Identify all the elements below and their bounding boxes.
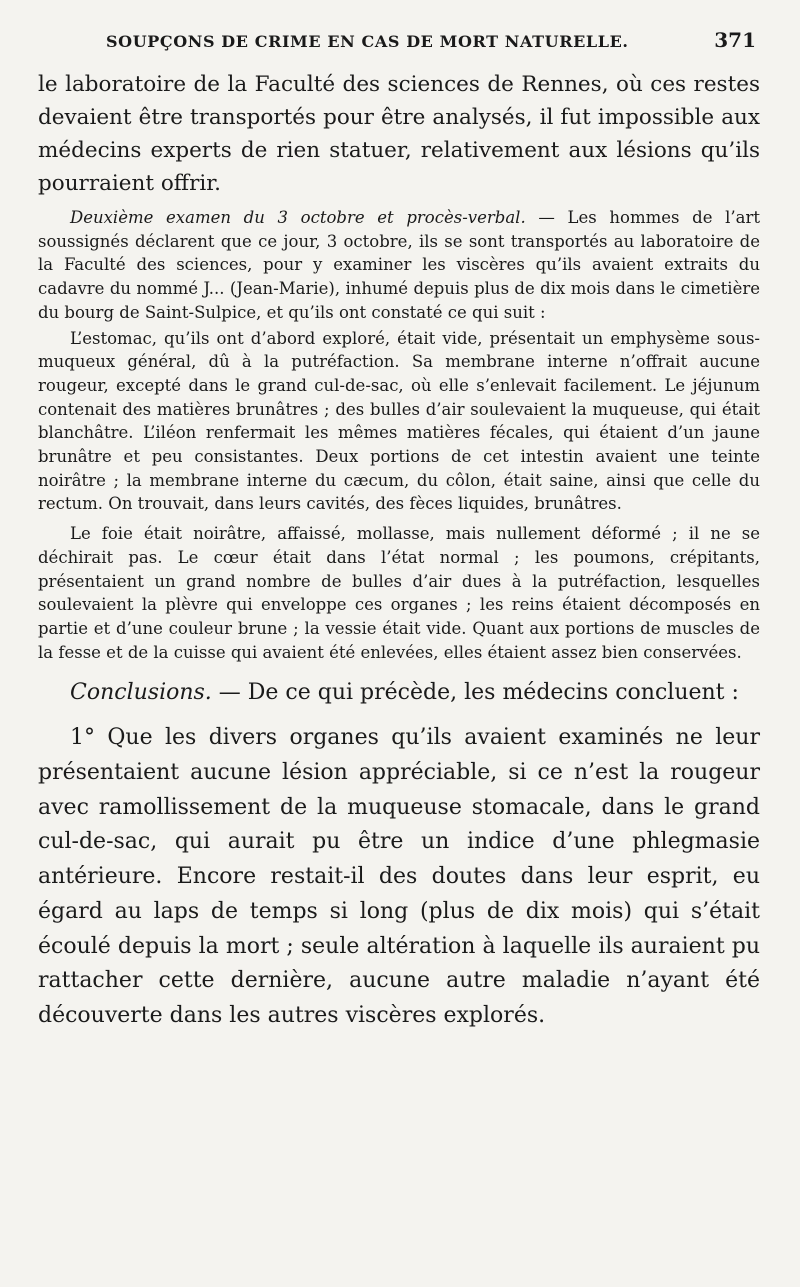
conclusions-paragraph [38,676,760,710]
exam-paragraph [38,206,760,325]
running-head [38,28,760,68]
exam-text: — Les hommes de l’art soussignés déclarent que ce jour, 3 octobre, ils se sont transportés au laboratoire de la Faculté des sciences, pour y examiner les viscères qu’ils avaient extraits du cadavre du nommé J... (Jean-Marie), inhumé depuis plus de dix mois dans le cimetière du bourg de Saint-Sulpice, et qu’ils ont constaté ce qui suit : [38,208,760,322]
running-title: SOUPÇONS DE CRIME EN CAS DE MORT NATURELLE. [106,32,629,51]
intro-paragraph: le laboratoire de la Faculté des sciences de Rennes, où ces restes devaient être transportés pour être analysés, il fut impossible aux médecins experts de rien statuer, relativement aux lésions qu’ils pourraient offrir. [38,72,760,196]
book-page [38,28,760,1268]
stomach-paragraph: L’estomac, qu’ils ont d’abord exploré, était vide, présentait un emphysème sous-muqueux général, dû à la putréfaction. Sa membrane interne n’offrait aucune rougeur, excepté dans le grand cul-de-sac, où elle s’enlevait facilement. Le jéjunum contenait des matières brunâtres ; des bulles d’air soulevaient la muqueuse, qui était blanchâtre. L’iléon renfermait les mêmes matières fécales, qui étaient d’un jaune brunâtre et peu consistantes. Deux portions de cet intestin avaient une teinte noirâtre ; la membrane interne du cæcum, du côlon, était saine, ainsi que celle du rectum. On trouvait, dans leurs cavités, des fèces liquides, brunâtres. [38,328,760,514]
conclusions-label: Conclusions. [70,680,212,706]
exam-heading: Deuxième examen du 3 octobre et procès-verbal. [70,208,526,227]
conclusion-point-1: 1° Que les divers organes qu’ils avaient examinés ne leur présentaient aucune lésion appréciable, si ce n’est la rougeur avec ramollissement de la muqueuse stomacale, dans le grand cul-de-sac, qui aurait pu être un indice d’une phlegmasie antérieure. Encore restait-il des doutes dans leur esprit, eu égard au laps de temps si long (plus de dix mois) qui s’était écoulé depuis la mort ; seule altération à laquelle ils auraient pu rattacher cette dernière, aucune autre maladie n’ayant été découverte dans les autres viscères explorés. [38,725,760,1028]
conclusions-text: — De ce qui précède, les médecins concluent : [211,680,739,706]
page-number: 371 [714,28,756,52]
liver-paragraph: Le foie était noirâtre, affaissé, mollasse, mais nullement déformé ; il ne se déchirait pas. Le cœur était dans l’état normal ; les poumons, crépitants, présentaient un grand nombre de bulles d’air dues à la putréfaction, lesquelles soulevaient la plèvre qui enveloppe ces organes ; les reins étaient décomposés en partie et d’une couleur brune ; la vessie était vide. Quant aux portions de muscles de la fesse et de la cuisse qui avaient été enlevées, elles étaient assez bien conservées. [38,524,760,662]
